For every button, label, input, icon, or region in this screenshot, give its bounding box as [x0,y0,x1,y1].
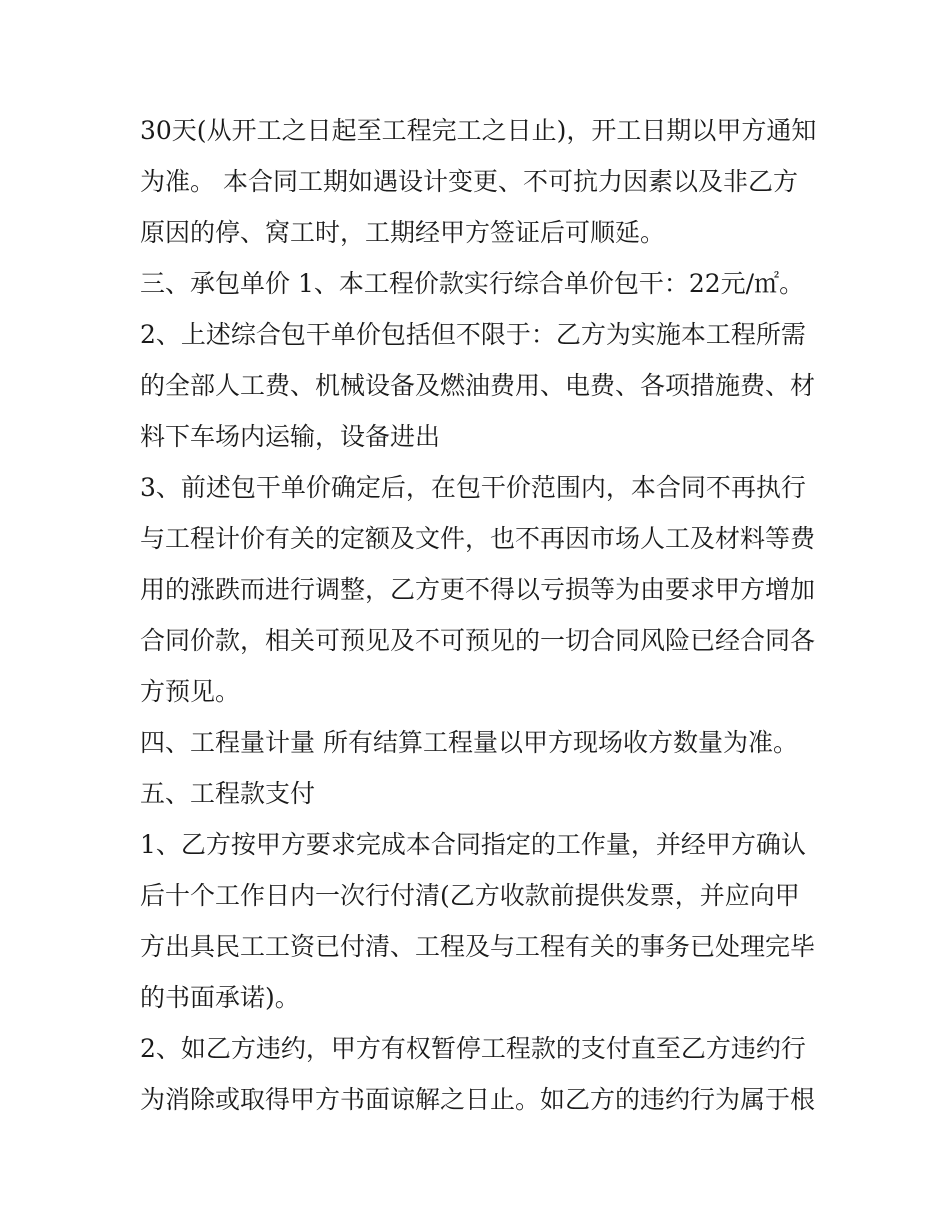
text-line: 料下车场内运输，设备进出 [140,422,441,451]
text-line: 2、上述综合包干单价包括但不限于：乙方为实施本工程所需 [140,320,806,349]
section-heading-unit-price: 三、承包单价 1、本工程价款实行综合单价包干：22元/㎡。 [140,269,805,298]
text-line: 为准。 本合同工期如遇设计变更、不可抗力因素以及非乙方 [140,167,798,196]
text-line: 30天(从开工之日起至工程完工之日止)，开工日期以甲方通知 [140,116,817,145]
text-line: 方预见。 [140,677,241,706]
text-line: 的书面承诺)。 [140,983,300,1012]
text-line: 原因的停、窝工时，工期经甲方签证后可顺延。 [140,218,666,247]
text-line: 3、前述包干单价确定后，在包干价范围内，本合同不再执行 [140,473,806,502]
text-line: 为消除或取得甲方书面谅解之日止。如乙方的违约行为属于根 [140,1085,816,1114]
document-body [140,105,820,1125]
text-line: 2、如乙方违约，甲方有权暂停工程款的支付直至乙方违约行 [140,1034,806,1063]
text-line: 方出具民工工资已付清、工程及与工程有关的事务已处理完毕 [140,932,816,961]
section-heading-payment: 五、工程款支付 [140,779,316,808]
text-line: 用的涨跌而进行调整，乙方更不得以亏损等为由要求甲方增加 [140,575,816,604]
text-line: 与工程计价有关的定额及文件，也不再因市场人工及材料等费 [140,524,816,553]
text-line: 的全部人工费、机械设备及燃油费用、电费、各项措施费、材 [140,371,816,400]
text-line: 后十个工作日内一次行付清(乙方收款前提供发票，并应向甲 [140,881,800,910]
text-line: 合同价款，相关可预见及不可预见的一切合同风险已经合同各 [140,626,816,655]
section-heading-quantity: 四、工程量计量 所有结算工程量以甲方现场收方数量为准。 [140,728,798,757]
text-line: 1、乙方按甲方要求完成本合同指定的工作量，并经甲方确认 [140,830,806,859]
